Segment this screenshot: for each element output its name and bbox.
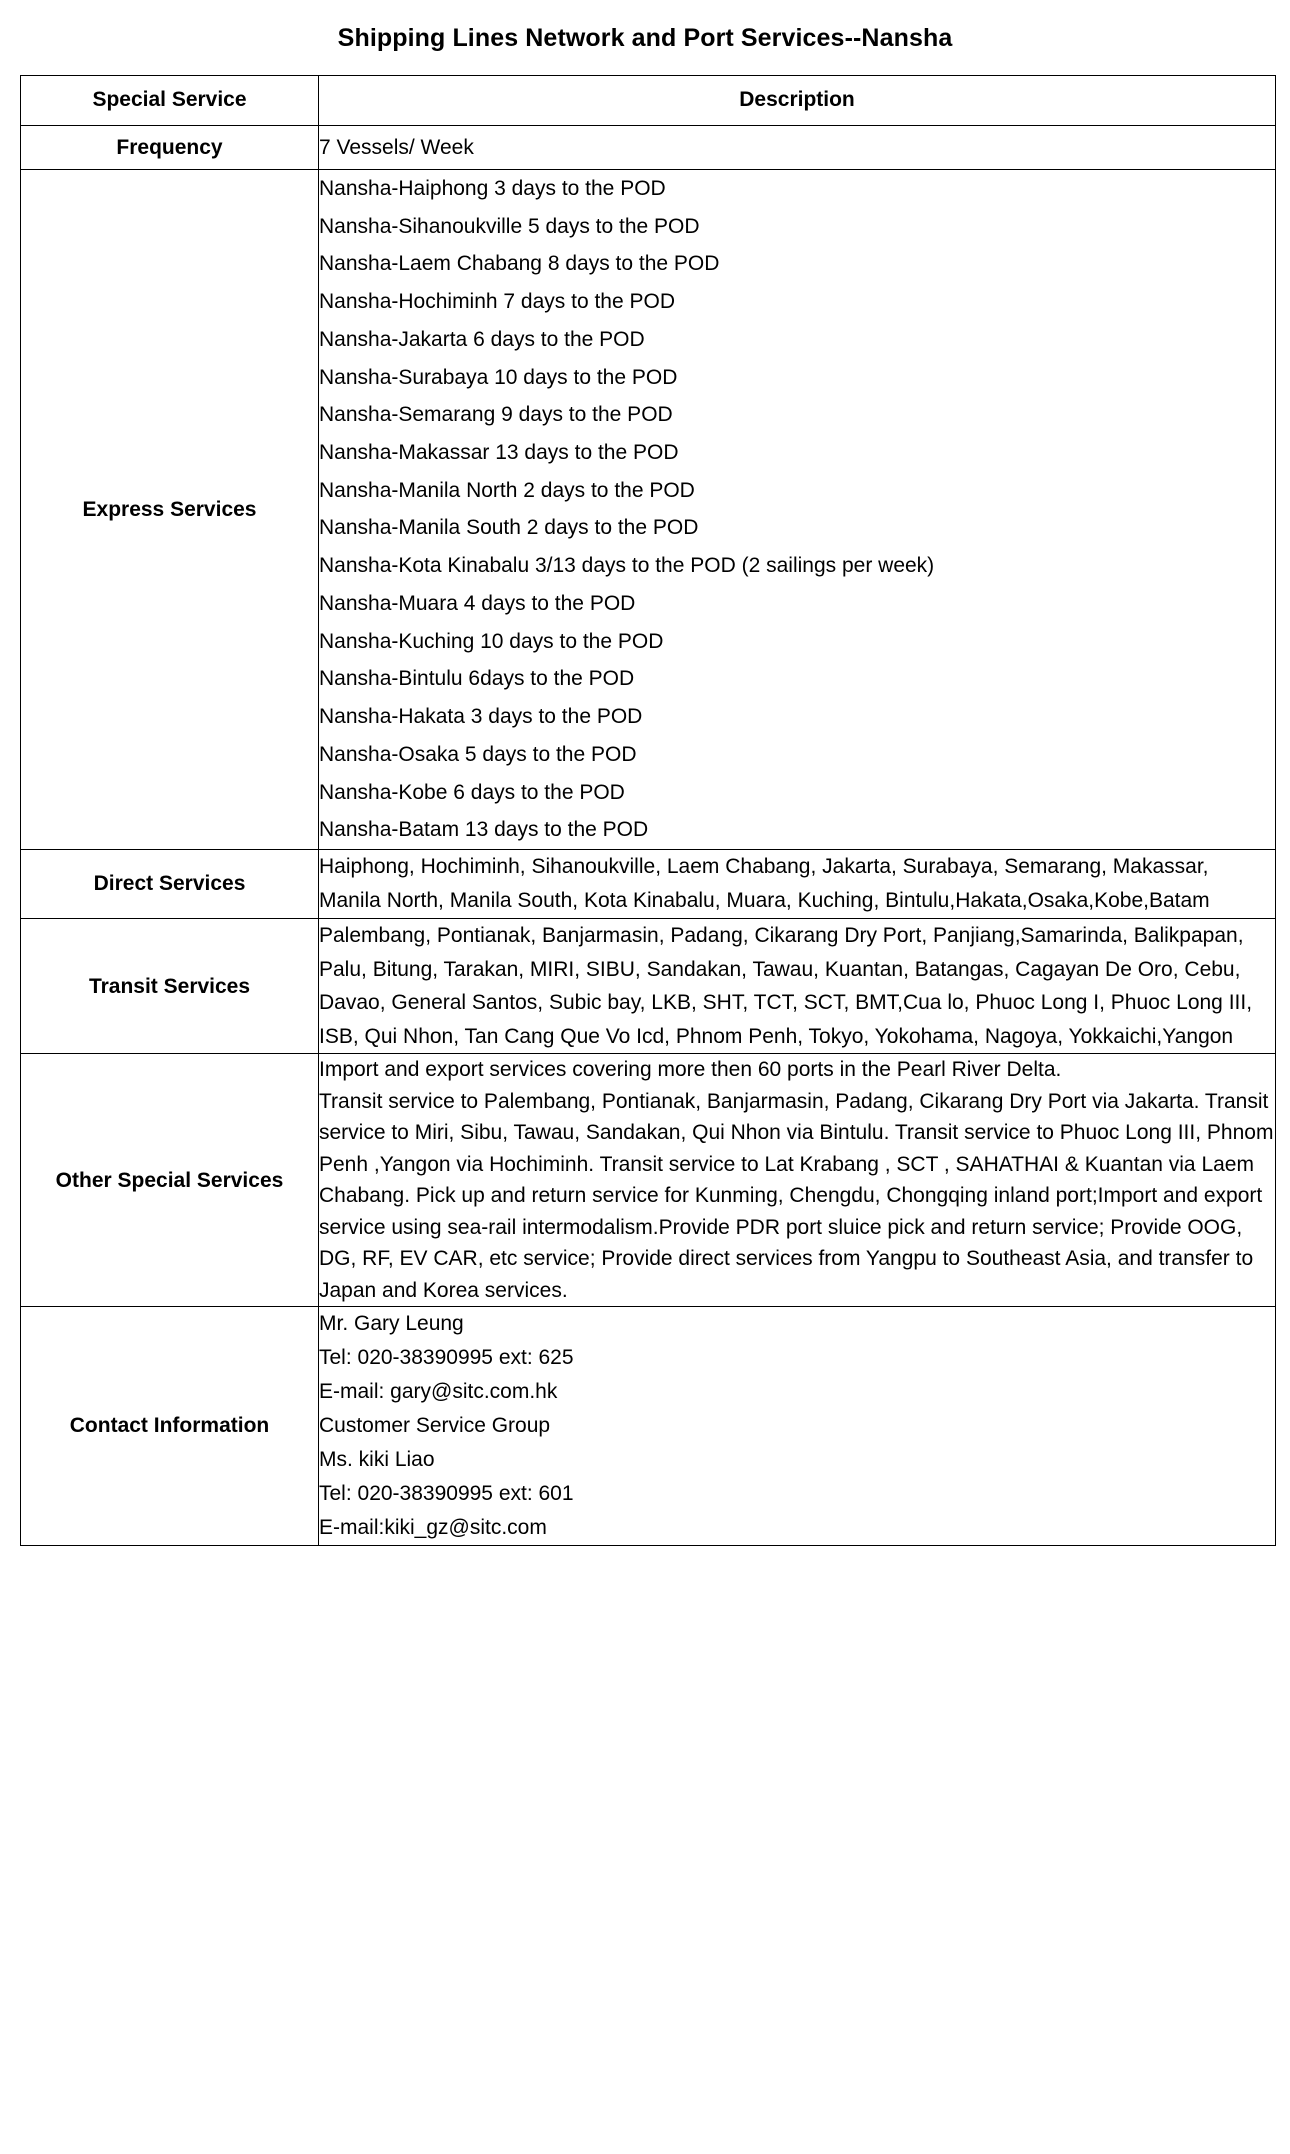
list-item: Nansha-Sihanoukville 5 days to the POD: [319, 214, 700, 238]
other-services-paragraph: Import and export services covering more then 60 ports in the Pearl River Delta.: [319, 1058, 1062, 1082]
contact-email-primary: E-mail: gary@sitc.com.hk: [319, 1380, 558, 1404]
list-item: Nansha-Makassar 13 days to the POD: [319, 441, 679, 465]
row-value-frequency: [319, 126, 1276, 170]
row-label-transit-services: Transit Services: [21, 918, 319, 1053]
direct-services-text: Haiphong, Hochiminh, Sihanoukville, Laem Chabang, Jakarta, Surabaya, Semarang, Makassar, Manila North, Manila South, Kota Kinabalu, Muara, Kuching, Bintulu,Hakata,Osaka,Kobe,Batam: [319, 854, 1210, 912]
list-item: Nansha-Hakata 3 days to the POD: [319, 705, 643, 729]
list-item: Nansha-Kobe 6 days to the POD: [319, 780, 625, 804]
column-header-special-service: Special Service: [21, 76, 319, 126]
contact-name-secondary: Ms. kiki Liao: [319, 1448, 435, 1472]
shipping-services-table: [20, 75, 1276, 1546]
row-value-contact-information: [319, 1307, 1276, 1545]
row-value-direct-services: [319, 849, 1276, 918]
table-row: [21, 849, 1276, 918]
table-row: [21, 170, 1276, 850]
row-value-transit-services: [319, 918, 1276, 1053]
row-label-direct-services: Direct Services: [21, 849, 319, 918]
other-services-paragraph: Transit service to Palembang, Pontianak, Banjarmasin, Padang, Cikarang Dry Port via Jakarta. Transit service to Miri, Sibu, Tawau, Sandakan, Qui Nhon via Bintulu. Transit service to Phuoc Long III, Phnom Penh ,Yangon via Hochiminh. Transit service to Lat Krabang , SCT , SAHATHAI & Kuantan via Laem Chabang. Pick up and return service for Kunming, Chengdu, Chongqing inland port;Import and export service using sea-rail intermodalism.Provide PDR port sluice pick and return service; Provide OOG, DG, RF, EV CAR, etc service; Provide direct services from Yangpu to Southeast Asia, and transfer to Japan and Korea services.: [319, 1089, 1274, 1302]
contact-email-secondary: E-mail:kiki_gz@sitc.com: [319, 1515, 547, 1539]
list-item: Nansha-Laem Chabang 8 days to the POD: [319, 252, 720, 276]
list-item: Nansha-Osaka 5 days to the POD: [319, 742, 637, 766]
contact-phone-secondary: Tel: 020-38390995 ext: 601: [319, 1481, 574, 1505]
frequency-text: 7 Vessels/ Week: [319, 135, 474, 159]
page-title: Shipping Lines Network and Port Services--Nansha: [337, 24, 953, 52]
row-label-express-services: Express Services: [21, 170, 319, 850]
list-item: Nansha-Jakarta 6 days to the POD: [319, 327, 645, 351]
table-row: [21, 1307, 1276, 1545]
list-item: Nansha-Kuching 10 days to the POD: [319, 629, 664, 653]
row-value-other-special-services: [319, 1054, 1276, 1307]
row-label-other-special-services: Other Special Services: [21, 1054, 319, 1307]
list-item: Nansha-Kota Kinabalu 3/13 days to the POD (2 sailings per week): [319, 554, 935, 578]
table-row: [21, 918, 1276, 1053]
contact-name-primary: Mr. Gary Leung: [319, 1312, 464, 1336]
contact-phone-primary: Tel: 020-38390995 ext: 625: [319, 1346, 574, 1370]
list-item: Nansha-Surabaya 10 days to the POD: [319, 365, 678, 389]
list-item: Nansha-Haiphong 3 days to the POD: [319, 177, 666, 200]
row-label-frequency: Frequency: [21, 126, 319, 170]
list-item: Nansha-Manila North 2 days to the POD: [319, 478, 695, 502]
list-item: Nansha-Batam 13 days to the POD: [319, 818, 649, 842]
contact-group: Customer Service Group: [319, 1414, 551, 1438]
column-header-description: Description: [319, 76, 1276, 126]
list-item: Nansha-Bintulu 6days to the POD: [319, 667, 635, 691]
list-item: Nansha-Semarang 9 days to the POD: [319, 403, 673, 427]
list-item: Nansha-Manila South 2 days to the POD: [319, 516, 699, 540]
row-value-express-services: [319, 170, 1276, 850]
table-row: [21, 126, 1276, 170]
list-item: Nansha-Hochiminh 7 days to the POD: [319, 290, 676, 314]
table-header-row: [21, 76, 1276, 126]
transit-services-text: Palembang, Pontianak, Banjarmasin, Padang, Cikarang Dry Port, Panjiang,Samarinda, Balikpapan, Palu, Bitung, Tarakan, MIRI, SIBU, Sandakan, Tawau, Kuantan, Batangas, Cagayan De Oro, Cebu, Davao, General Santos, Subic bay, LKB, SHT, TCT, SCT, BMT,Cua lo, Phuoc Long I, Phuoc Long III, ISB, Qui Nhon, Tan Cang Que Vo Icd, Phnom Penh, Tokyo, Yokohama, Nagoya, Yokkaichi,Yangon: [319, 923, 1253, 1048]
row-label-contact-information: Contact Information: [21, 1307, 319, 1545]
list-item: Nansha-Muara 4 days to the POD: [319, 591, 636, 615]
table-row: [21, 1054, 1276, 1307]
